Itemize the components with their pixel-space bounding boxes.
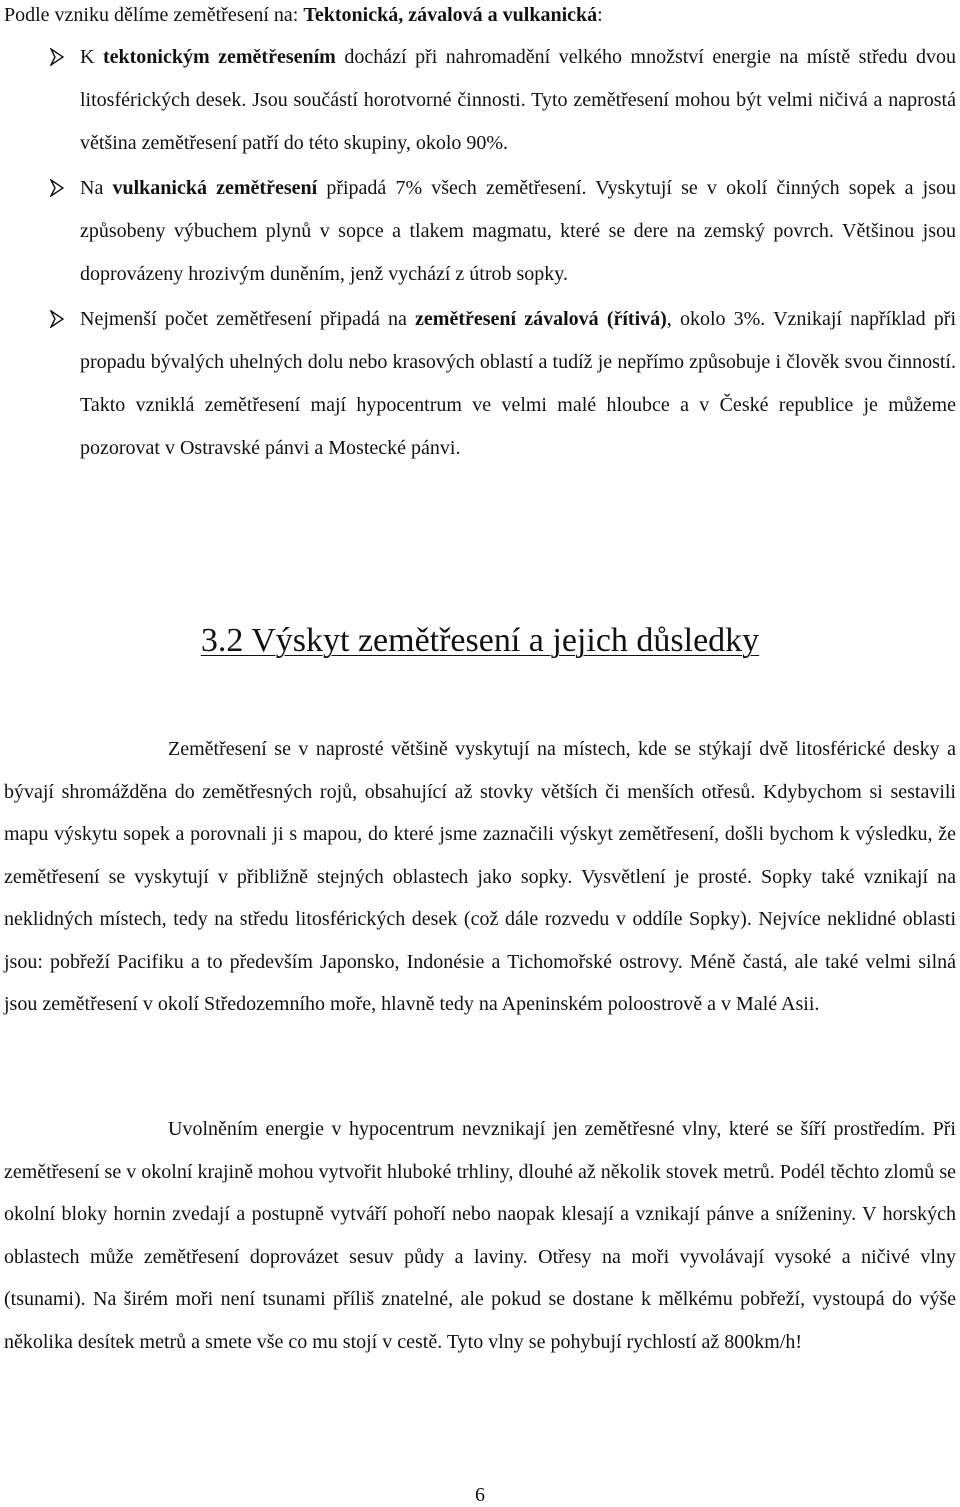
page-number: 6	[475, 1484, 485, 1506]
bullet-text-pre: Nejmenší počet zemětřesení připadá na	[80, 308, 416, 330]
bullet-list	[0, 36, 960, 472]
intro-text: Podle vzniku dělíme zemětřesení na:	[4, 4, 304, 26]
intro-colon: :	[597, 4, 603, 26]
intro-bold: Tektonická, závalová a vulkanická	[303, 4, 598, 26]
bullet-text-pre: Na	[80, 177, 113, 199]
bullet-text-bold: zemětřesení závalová (řítivá)	[415, 308, 667, 330]
bullet-item-volcanic	[0, 167, 960, 296]
bullet-item-collapse	[0, 298, 960, 470]
bullet-text-post: dochází při nahromadění velkého množství energie na místě středu dvou litosférických desek. Jsou součástí horotvorné činnosti. Tyto zemětřesení mohou být velmi ničivá a naprostá většina zemětřesení patří do této skupiny, okolo 90%.	[80, 46, 956, 154]
bullet-text-bold: vulkanická zemětřesení	[112, 177, 318, 199]
bullet-text-post: připadá 7% všech zemětřesení. Vyskytují se v okolí činných sopek a jsou způsobeny výbuchem plynů v sopce a tlakem magmatu, které se dere na zemský povrch. Většinou jsou doprovázeny hrozivým duněním, jenž vychází z útrob sopky.	[80, 177, 956, 285]
body-paragraph: Zemětřesení se v naprosté většině vyskytují na místech, kde se stýkají dvě litosférické desky a bývají shromážděna do zemětřesných rojů, obsahující až stovky větších či menších otřesů. Kdybychom si sestavili mapu výskytu sopek a porovnali ji s mapou, do které jsme zaznačili výskyt zemětřesení, došli bychom k výsledku, že zemětřesení se vyskytují v přibližně stejných oblastech jako sopky. Vysvětlení je prosté. Sopky také vznikají na neklidných místech, tedy na středu litosférických desek (což dále rozvedu v oddíle Sopky). Nejvíce neklidné oblasti jsou: pobřeží Pacifiku a to především Japonsko, Indonésie a Tichomořské ostrovy. Méně častá, ale také velmi silná jsou zemětřesení v okolí Středozemního moře, hlavně tedy na Apeninském poloostrově a v Malé Asii.	[4, 738, 956, 1015]
arrow-bullet-icon	[50, 167, 70, 210]
bullet-text-bold: tektonickým zemětřesením	[102, 46, 336, 68]
bullet-item-tectonic	[0, 36, 960, 165]
body-paragraph: Uvolněním energie v hypocentrum nevznikají jen zemětřesné vlny, které se šíří prostředím. Při zemětřesení se v okolní krajině mohou vytvořit hluboké trhliny, dlouhé až několik stovek metrů. Podél těchto zlomů se okolní bloky hornin zvedají a postupně vytváří pohoří nebo naopak klesají a vznikají pánve a sníženiny. V horských oblastech může zemětřesení doprovázet sesuv půdy a laviny. Otřesy na moři vyvolávají vysoké a ničivé vlny (tsunami). Na širém moři není tsunami příliš znatelné, ale pokud se dostane k mělkému pobřeží, vystoupá do výše několika desítek metrů a smete vše co mu stojí v cestě. Tyto vlny se pohybují rychlostí až 800km/h!	[4, 1118, 956, 1353]
intro-line	[4, 2, 956, 28]
arrow-bullet-icon	[50, 298, 70, 341]
arrow-bullet-icon	[50, 36, 70, 79]
bullet-text-post: , okolo 3%. Vznikají například při propadu bývalých uhelných dolu nebo krasových oblastí a tudíž je nepřímo způsobuje i člověk svou činností. Takto vzniklá zemětřesení mají hypocentrum ve velmi malé hloubce a v České republice je můžeme pozorovat v Ostravské pánvi a Mostecké pánvi.	[80, 308, 956, 459]
section-heading: 3.2 Výskyt zemětřesení a jejich důsledky	[200, 622, 760, 659]
bullet-text-pre: K	[80, 46, 103, 68]
